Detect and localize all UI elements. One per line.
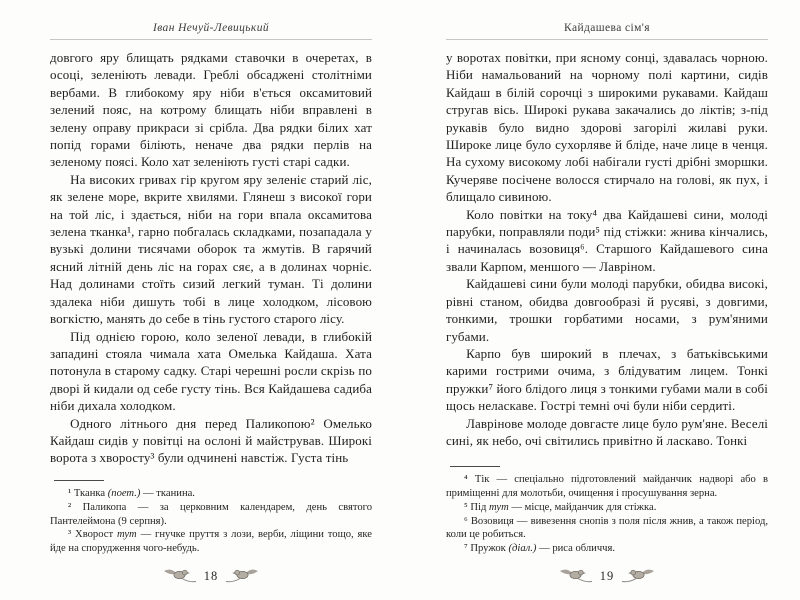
footnote-separator [450,466,500,467]
pagenum-row-right [446,566,768,586]
bird-ornament-icon [225,568,259,584]
footnote: ⁷ Пружок (діал.) — риса обличчя. [464,543,616,555]
body-paragraph: Під однією горою, коло зеленої левади, в глибокій западині стояла чимала хата Омелька Кайдаша. Хата потонула в старому садку. Старі черешні росли скрізь по дворі й кидали од себе густу тінь. Вся Кайдашева садиба ніби дихала холодком. [50,328,372,414]
footnotes-left [50,487,372,556]
footnote: ⁶ Возовиця — вивезення снопів з поля після жнив, а також період, коли це робиться. [446,515,768,541]
body-paragraph: Лаврінове молоде довгасте лице було рум'яне. Веселі сині, як небо, очі світились привітно й ласкаво. Тонкі [446,415,768,448]
pagenum-row-left [50,566,372,586]
body-text-right [446,49,768,449]
page-number: 19 [599,568,615,583]
body-paragraph: На високих гривах гір кругом яру зеленіє старий ліс, як зелене море, вкрите хвилями. Глянеш з високої гори на той ліс, і здається, ніби на гори впала оксамитова зелена тканка¹, гарно побгалась складками, позападала у вузькі долини тисячами оборок та жмутів. В гарячий ясний літній день ліс на горах сяє, а в долинах чорніє. Над долинами стоїть сизий легкий туман. Ті долини здалека ніби дишуть тобі в лице холодком, лісовою вогкістю, манять до себе в тінь густого старого лісу. [50,171,372,327]
body-paragraph: Карпо був широкий в плечах, з батьківськими карими гострими очима, з блідуватим лицем. Тонкі пружки⁷ його блідого лиця з тонкими губами мали в собі щось неласкаве. Гострі темні очі були ніби сердиті. [446,345,768,414]
body-paragraph: довгого яру блищать рядками ставочки в очеретах, в осоці, зеленіють левади. Греблі обсаджені столітніми вербами. В глибокому яру ніби в'ється оксамитовий зелений пояс, на котрому блищать ніби вправлені в зелену оправу прикраси зі срібла. Два рядки білих хат попід горами біліють, неначе два рядки перлів на зеленому поясі. Коло хат зеленіють густі старі садки. [50,50,372,170]
running-head-author: Іван Нечуй-Левицький [50,22,372,40]
body-paragraph: Одного літнього дня перед Паликопою² Омелько Кайдаш сидів у повітці на ослоні й майстрував. Широкі ворота з хворосту³ були одчинені навстіж. Густа тінь [50,415,372,466]
body-text-left [50,49,372,467]
running-head-title: Кайдашева сім'я [446,22,768,40]
body-paragraph: Коло повітки на току⁴ два Кайдашеві сини, молоді парубки, поправляли поди⁵ під стіжки: жнива кінчались, і начиналась возовиця⁶. Старшого Кайдашевого сина звали Карпом, меншого — Лавріном. [446,206,768,274]
bird-ornament-icon [621,568,655,584]
bird-ornament-icon [559,568,593,584]
footnote: ⁴ Тік — спеціально підготовлений майданчик надворі або в приміщенні для молотьби, очищення і просушування зерна. [446,474,768,500]
footnote: ² Паликопа — за церковним календарем, день святого Пантелеймона (9 серпня). [50,501,372,527]
footnote-separator [54,480,104,481]
body-paragraph: у воротах повітки, при ясному сонці, здавалась чорною. Ніби намальований на чорному полі картини, сидів Кайдаш в білій сорочці з широкими рукавами. Кайдаш стругав вісь. Широкі рукава закачались до ліктів; з-під рукавів було видно здорові загорілі жилаві руки. Широке лице було сухорляве й бліде, наче лице в ченця. На сухому високому лобі набігали густі дрібні зморшки. Кучеряве посічене волосся стирчало на голові, як пух, і блищало сивиною. [446,50,768,205]
page-number: 18 [203,568,219,583]
footnote: ¹ Тканка (поет.) — тканина. [68,488,195,500]
footnote: ³ Хворост тут — гнучке пруття з лози, верби, ліщини тощо, яке йде на спорудження чого-небудь. [50,529,372,555]
footnote: ⁵ Під тут — місце, майданчик для стіжка. [464,501,657,513]
page-footer-left [50,474,372,586]
page-footer-right [446,460,768,586]
page-right [400,0,800,600]
body-paragraph: Кайдашеві сини були молоді парубки, обидва високі, рівні станом, обидва довгообразі й русяві, з довгими, тонкими, трошки горбатими носами, з рум'яними губами. [446,276,768,344]
bird-ornament-icon [163,568,197,584]
footnotes-right [446,473,768,556]
